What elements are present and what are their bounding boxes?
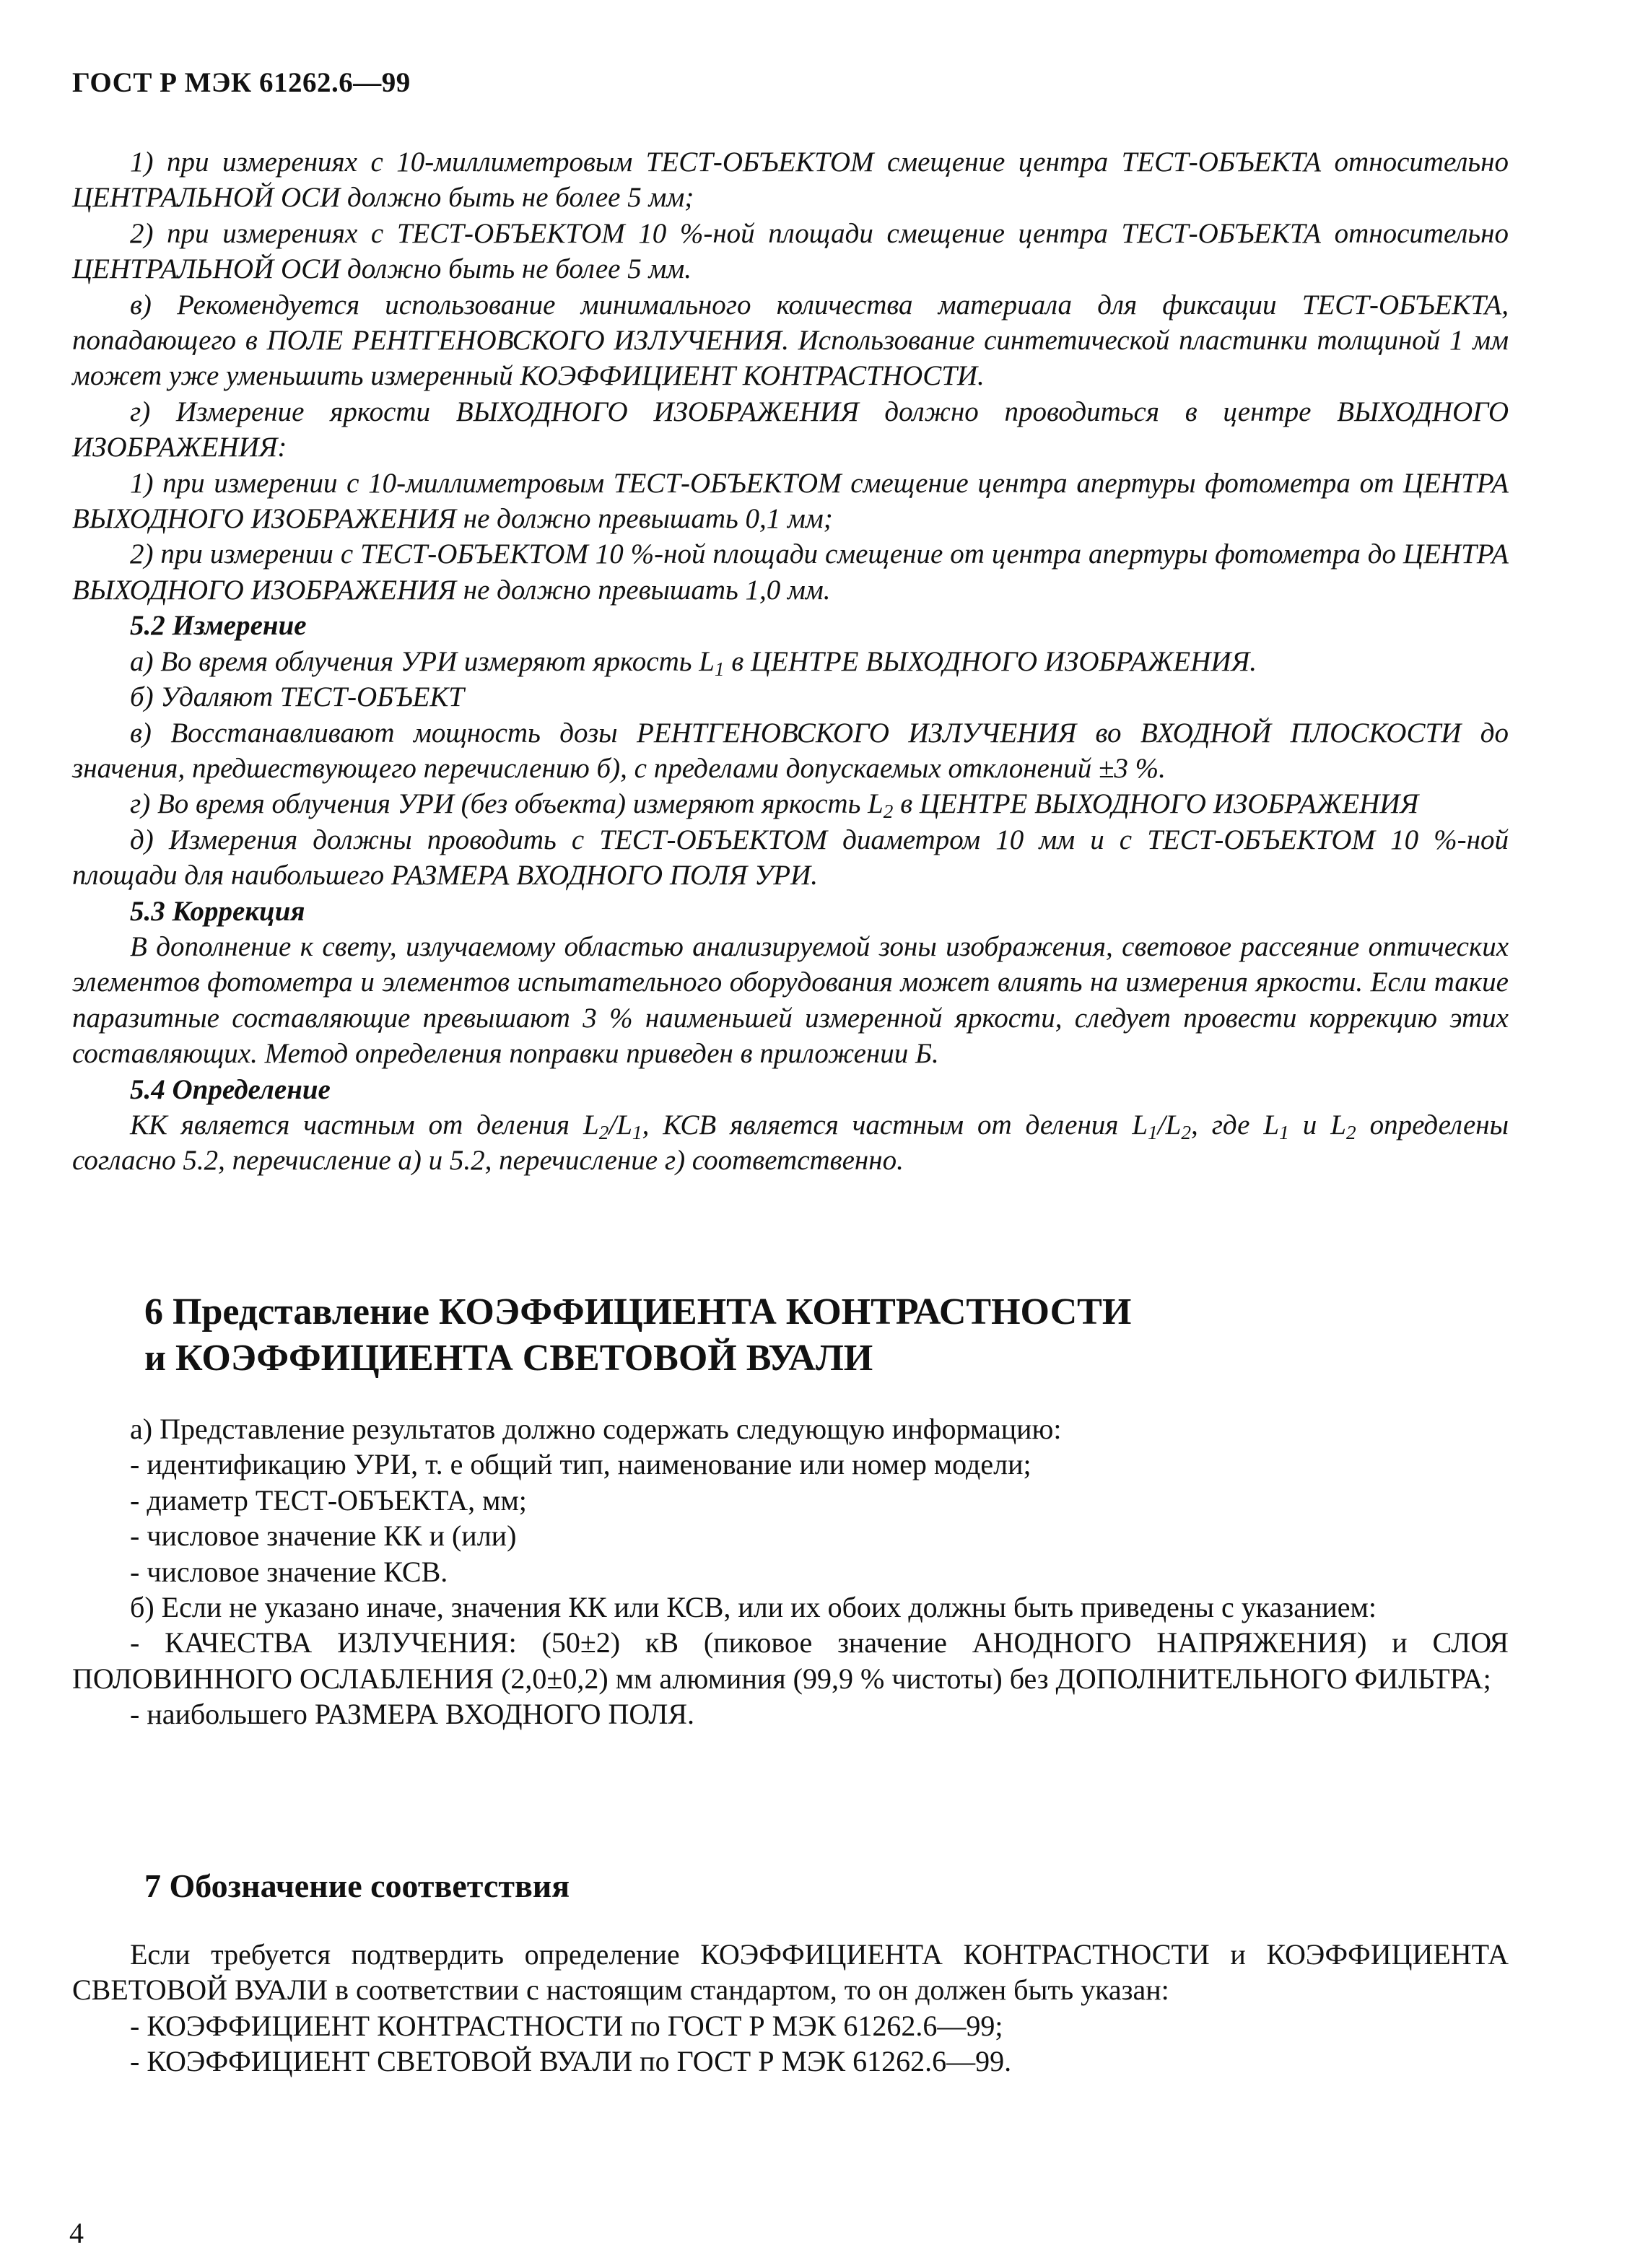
measure-b: б) Удаляют ТЕСТ-ОБЪЕКТ	[130, 681, 464, 713]
section-7-heading: 7 Обозначение соответствия	[144, 1867, 570, 1904]
results-item-2: - диаметр ТЕСТ-ОБЪЕКТА, мм;	[130, 1483, 527, 1517]
item-v: в) Рекомендуется использование минимального количества материала для фиксации ТЕСТ-ОБЪЕКТА, попадающего в ПОЛЕ РЕНТГЕНОВСКОГО ИЗЛУЧЕНИЯ. Использование синтетической пластинки толщиной 1 мм может уже уменьшить измеренный КОЭФФИЦИЕНТ КОНТРАСТНОСТИ.	[72, 289, 1509, 392]
section-6-heading-line1: 6 Представление КОЭФФИЦИЕНТА КОНТРАСТНОСТИ	[144, 1291, 1132, 1333]
results-item-3: - числовое значение КК и (или)	[130, 1519, 517, 1553]
item-b2: 2) при измерениях с ТЕСТ-ОБЪЕКТОМ 10 %-ной площади смещение центра ТЕСТ-ОБЪЕКТА относительно ЦЕНТРАЛЬНОЙ ОСИ должно быть не более 5 мм.	[72, 217, 1509, 285]
results-intro: а) Представление результатов должно содержать следующую информацию:	[130, 1413, 1062, 1445]
correction-text: В дополнение к свету, излучаемому областью анализируемой зоны изображения, световое рассеяние оптических элементов фотометра и элементов испытательного оборудования может влиять на измерения яркости. Если такие паразитные составляющие превышают 3 % наименьшей измеренной яркости, следует провести коррекцию этих составляющих. Метод определения поправки приведен в приложении Б.	[72, 930, 1509, 1070]
default-conditions-intro: б) Если не указано иначе, значения КК или КСВ, или их обоих должны быть приведены с указанием:	[130, 1591, 1377, 1624]
conformance-item-2: - КОЭФФИЦИЕНТ СВЕТОВОЙ ВУАЛИ по ГОСТ Р МЭК 61262.6—99.	[130, 2045, 1012, 2078]
measure-v: в) Восстанавливают мощность дозы РЕНТГЕНОВСКОГО ИЗЛУЧЕНИЯ во ВХОДНОЙ ПЛОСКОСТИ до значения, предшествующего перечислению б), с пределами допускаемых отклонений ±3 %.	[72, 717, 1509, 784]
item-g2: 2) при измерении с ТЕСТ-ОБЪЕКТОМ 10 %-ной площади смещение от центра апертуры фотометра до ЦЕНТРА ВЫХОДНОГО ИЗОБРАЖЕНИЯ не должно превышать 1,0 мм.	[72, 538, 1509, 606]
section-6-heading	[144, 1289, 1131, 1382]
subsection-5-2-title: 5.2 Измерение	[130, 610, 307, 642]
section-6-body	[72, 1411, 1509, 1732]
results-item-1: - идентификацию УРИ, т. е общий тип, наименование или номер модели;	[130, 1448, 1031, 1481]
measure-g: г) Во время облучения УРИ (без объекта) измеряют яркость $L_2$ в ЦЕНТРЕ ВЫХОДНОГО ИЗОБРАЖЕНИЯ	[130, 788, 1419, 823]
item-b1: 1) при измерениях с 10-миллиметровым ТЕСТ-ОБЪЕКТОМ смещение центра ТЕСТ-ОБЪЕКТА относительно ЦЕНТРАЛЬНОЙ ОСИ должно быть не более 5 мм;	[72, 147, 1509, 214]
section-7-body	[72, 1937, 1509, 2080]
section-5-continued	[72, 144, 1509, 1179]
definition-text: КК является частным от деления $L_2/L_1$, КСВ является частным от деления $L_1/L_2$, где $L_1$ и $L_2$ определены согласно 5.2, перечисление а) и 5.2, перечисление г) соответственно.	[72, 1109, 1509, 1177]
subsection-5-3-title: 5.3 Коррекция	[130, 895, 305, 927]
document-id-header: ГОСТ Р МЭК 61262.6—99	[72, 67, 411, 98]
default-condition-1: - КАЧЕСТВА ИЗЛУЧЕНИЯ: (50±2) кВ (пиковое значение АНОДНОГО НАПРЯЖЕНИЯ) и СЛОЯ ПОЛОВИННОГО ОСЛАБЛЕНИЯ (2,0±0,2) мм алюминия (99,9 % чистоты) без ДОПОЛНИТЕЛЬНОГО ФИЛЬТРА;	[72, 1626, 1509, 1695]
default-condition-2: - наибольшего РАЗМЕРА ВХОДНОГО ПОЛЯ.	[130, 1698, 695, 1731]
page-number: 4	[69, 2217, 84, 2249]
section-6-heading-line2: и КОЭФФИЦИЕНТА СВЕТОВОЙ ВУАЛИ	[144, 1338, 873, 1379]
subsection-5-4-title: 5.4 Определение	[130, 1073, 331, 1105]
item-g: г) Измерение яркости ВЫХОДНОГО ИЗОБРАЖЕНИЯ должно проводиться в центре ВЫХОДНОГО ИЗОБРАЖЕНИЯ:	[72, 396, 1509, 463]
item-g1: 1) при измерении с 10-миллиметровым ТЕСТ-ОБЪЕКТОМ смещение центра апертуры фотометра от ЦЕНТРА ВЫХОДНОГО ИЗОБРАЖЕНИЯ не должно превышать 0,1 мм;	[72, 467, 1509, 535]
measure-d: д) Измерения должны проводить с ТЕСТ-ОБЪЕКТОМ диаметром 10 мм и с ТЕСТ-ОБЪЕКТОМ 10 %-ной площади для наибольшего РАЗМЕРА ВХОДНОГО ПОЛЯ УРИ.	[72, 824, 1509, 891]
results-item-4: - числовое значение КСВ.	[130, 1555, 448, 1588]
measure-a: а) Во время облучения УРИ измеряют яркость $L_1$ в ЦЕНТРЕ ВЫХОДНОГО ИЗОБРАЖЕНИЯ.	[130, 645, 1257, 680]
conformance-text: Если требуется подтвердить определение КОЭФФИЦИЕНТА КОНТРАСТНОСТИ и КОЭФФИЦИЕНТА СВЕТОВОЙ ВУАЛИ в соответствии с настоящим стандартом, то он должен быть указан:	[72, 1938, 1509, 2007]
conformance-item-1: - КОЭФФИЦИЕНТ КОНТРАСТНОСТИ по ГОСТ Р МЭК 61262.6—99;	[130, 2009, 1003, 2042]
